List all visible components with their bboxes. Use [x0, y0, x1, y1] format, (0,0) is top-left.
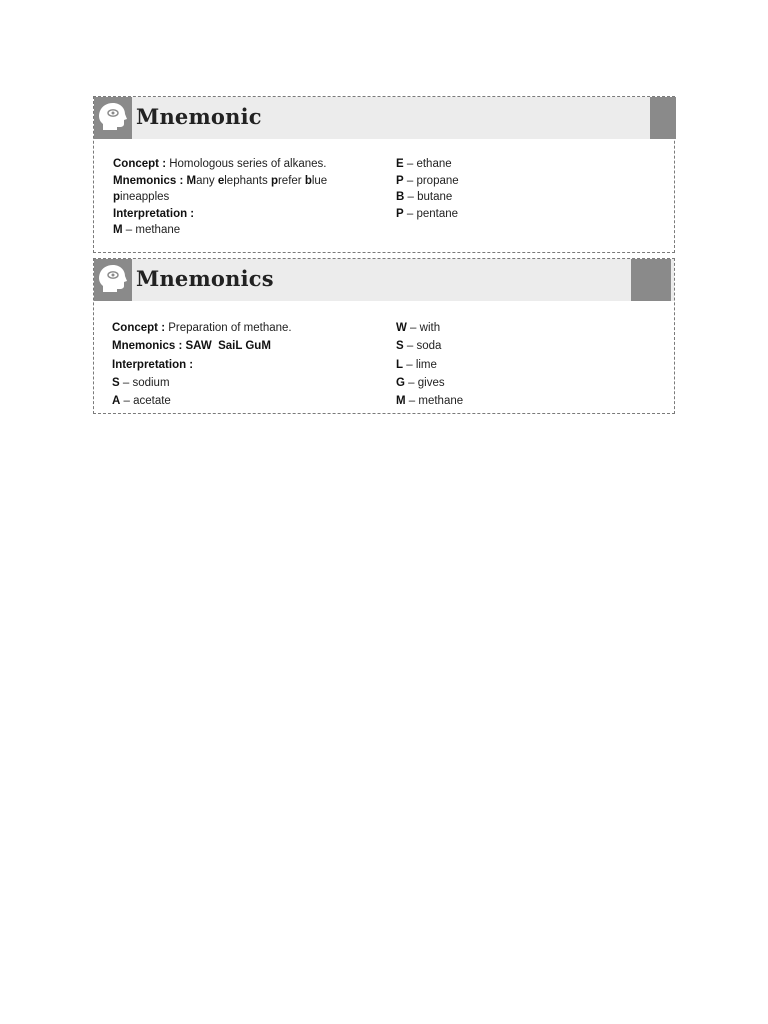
- item-key: S: [112, 376, 120, 389]
- item-key: L: [396, 358, 404, 371]
- interpretation-item: [396, 173, 459, 190]
- interpretation-item: [396, 337, 463, 355]
- card-left-column: [112, 319, 292, 410]
- item-value: – pentane: [403, 207, 459, 220]
- mnemonic-line: [113, 173, 343, 206]
- mnemonic-word-rest: lephants: [224, 174, 271, 187]
- interpretation-item: [113, 222, 343, 239]
- mnemonic-word-rest: any: [196, 174, 218, 187]
- mnemonic-line: [112, 337, 292, 355]
- mnemonic-word-rest: refer: [277, 174, 305, 187]
- interpretation-label: [113, 206, 343, 223]
- mnemonic-card: [93, 96, 675, 253]
- interpretation-item: [396, 189, 459, 206]
- item-key: W: [396, 322, 407, 334]
- item-value: – lime: [403, 358, 437, 371]
- card-title: Mnemonics: [136, 266, 274, 291]
- mnemonic-word-rest: ineapples: [120, 191, 170, 203]
- concept-label: Concept :: [112, 322, 166, 334]
- mnemonic-card: [93, 258, 675, 414]
- interpretation-label-text: Interpretation :: [113, 207, 195, 220]
- head-brain-icon: [94, 259, 132, 301]
- interpretation-item: [112, 392, 292, 410]
- interpretation-item: [396, 319, 463, 337]
- mnemonic-initial: e: [217, 174, 225, 187]
- mnemonic-initial: b: [304, 174, 312, 187]
- item-value: – methane: [405, 395, 464, 408]
- item-key: E: [396, 158, 404, 170]
- card-left-column: [113, 156, 343, 239]
- item-value: – methane: [122, 224, 181, 236]
- item-key: G: [396, 376, 405, 389]
- item-key: B: [396, 191, 405, 203]
- item-value: – gives: [404, 376, 445, 389]
- item-key: M: [396, 395, 406, 408]
- interpretation-item: [396, 374, 463, 392]
- item-key: S: [396, 340, 404, 353]
- interpretation-label-text: Interpretation :: [112, 358, 194, 371]
- item-value: – with: [406, 322, 441, 334]
- item-value: – ethane: [403, 158, 452, 170]
- header-tab: [650, 97, 676, 139]
- concept-text: Preparation of methane.: [165, 322, 292, 334]
- interpretation-item: [396, 206, 459, 223]
- item-key: P: [396, 207, 404, 220]
- item-value: – soda: [403, 340, 442, 353]
- interpretation-item: [396, 356, 463, 374]
- interpretation-item: [112, 374, 292, 392]
- item-value: – propane: [403, 174, 459, 187]
- mnemonic-initial: p: [113, 191, 121, 203]
- mnemonic-word-rest: lue: [311, 174, 328, 187]
- card-right-column: [396, 156, 459, 222]
- item-value: – butane: [404, 191, 453, 203]
- interpretation-item: [396, 156, 459, 173]
- header-tab: [631, 259, 671, 301]
- mnemonic-label: Mnemonics :: [113, 174, 184, 187]
- card-header: [94, 97, 674, 139]
- mnemonic-text: SAW SaiL GuM: [185, 340, 271, 353]
- card-right-column: [396, 319, 463, 410]
- interpretation-label: [112, 356, 292, 374]
- mnemonic-initial: p: [270, 174, 278, 187]
- item-value: – sodium: [119, 376, 170, 389]
- card-header: [94, 259, 674, 301]
- concept-line: [112, 319, 292, 337]
- mnemonic-initial: M: [186, 174, 197, 187]
- item-key: P: [396, 174, 404, 187]
- concept-label: Concept :: [113, 158, 167, 170]
- card-title: Mnemonic: [136, 104, 262, 129]
- item-key: M: [113, 224, 123, 236]
- concept-text: Homologous series of alkanes.: [166, 158, 327, 170]
- interpretation-item: [396, 392, 463, 410]
- concept-line: [113, 156, 343, 173]
- item-key: A: [112, 395, 121, 408]
- mnemonic-label: Mnemonics :: [112, 340, 183, 353]
- item-value: – acetate: [120, 395, 171, 408]
- head-brain-icon: [94, 97, 132, 139]
